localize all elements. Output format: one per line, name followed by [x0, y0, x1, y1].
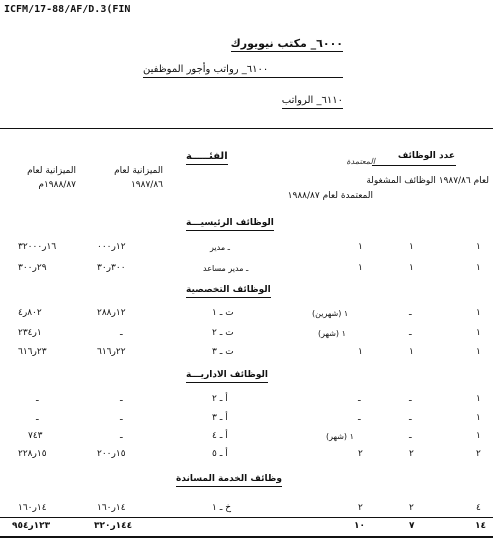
cell-positions: ٢ [476, 449, 481, 459]
cell-positions: ٤ [476, 503, 481, 513]
cell-budget-8687: ـ [120, 431, 123, 441]
cell-positions: ١ [476, 394, 481, 404]
cell-budget-8788: ٢٣ر٦١٦ [18, 347, 47, 357]
cell-positions: ١ [476, 431, 481, 441]
section-title-specialist-positions: الوظائف التخصصية [186, 286, 271, 298]
heading-salaries: ٦١١٠_ الرواتب [282, 96, 343, 109]
cell-approved: ١ [358, 263, 363, 273]
total-filled: ٧ [409, 521, 415, 531]
cell-category: ت ـ ٢ [212, 328, 234, 338]
col-header-filled-positions: لعام ١٩٨٧/٨٦ الوظائف المشغولة [366, 176, 489, 186]
heading-new-york-office: ٦٠٠٠_ مكتب نيويورك [230, 37, 343, 50]
section-title-admin-positions: الوظائف الاداريـــة [186, 371, 268, 383]
total-positions: ١٤ [475, 521, 486, 531]
cell-budget-8687: ـ [120, 328, 123, 338]
cell-budget-8788: ٧٤٣ [28, 431, 43, 441]
cell-positions: ١ [476, 413, 481, 423]
cell-budget-8687: ٣٠٠ر٣٠ [97, 263, 126, 273]
cell-budget-8687: ١٢ر٠٠٠ [97, 242, 126, 252]
cell-filled: ـ [409, 394, 412, 404]
col-header-num-positions: عدد الوظائف [397, 151, 455, 161]
cell-category: ـ مدير [210, 243, 231, 252]
cell-approved: ١ (شهرين) [312, 309, 349, 318]
cell-filled: ـ [409, 308, 412, 318]
cell-filled: ١ [409, 347, 414, 357]
total-budget-8687: ١٤٤ر٣٢٠ [94, 521, 133, 531]
cell-filled: ١ [409, 263, 414, 273]
cell-budget-8687: ٢٢ر٦١٦ [97, 347, 126, 357]
cell-filled: ـ [409, 413, 412, 423]
cell-approved: ١ (شهر) [318, 329, 346, 338]
cell-budget-8788: ١٤ر١٦٠ [18, 503, 47, 513]
section-title-support-services: وظائف الخدمة المساندة [176, 475, 282, 487]
cell-positions: ١ [476, 263, 481, 273]
cell-positions: ١ [476, 328, 481, 338]
cell-approved: ١ [358, 347, 363, 357]
col-header-approved-8788: المعتمدة لعام ١٩٨٨/٨٧ [287, 191, 373, 201]
col-header-budget-8788: الميزانية لعام ١٩٨٨/٨٧م [27, 166, 76, 190]
cell-approved: ـ [358, 394, 361, 404]
cell-budget-8687: ـ [120, 394, 123, 404]
cell-positions: ١ [476, 347, 481, 357]
cell-positions: ١ [476, 242, 481, 252]
total-budget-8788: ١٢٣ر٩٥٤ [12, 521, 51, 531]
cell-approved: ـ [358, 413, 361, 423]
cell-budget-8687: ١٢ر٢٨٨ [97, 308, 126, 318]
cell-budget-8788: ـ [36, 413, 39, 423]
cell-filled: ٢ [409, 449, 414, 459]
col-header-handwritten-approved: المعتمدة [346, 157, 375, 166]
cell-category: أ ـ ٣ [212, 413, 228, 423]
total-approved: ١٠ [354, 521, 365, 531]
cell-category: ت ـ ٣ [212, 347, 234, 357]
col-header-budget-8687: الميزانية لعام ١٩٨٧/٨٦ [114, 166, 163, 190]
heading-salaries-wages: ٦١٠٠_ رواتب وأجور الموظفين [143, 65, 343, 78]
cell-filled: ـ [409, 431, 412, 441]
cell-category: ت ـ ١ [212, 308, 234, 318]
cell-filled: ـ [409, 328, 412, 338]
cell-approved: ٢ [358, 449, 363, 459]
cell-category: خ ـ ١ [212, 503, 232, 513]
totals-top-rule [0, 517, 493, 518]
totals-bottom-rule [0, 536, 493, 538]
cell-budget-8788: ١٦ر٣٢٠٠٠ [18, 242, 57, 252]
cell-category: ـ مدير مساعد [203, 264, 249, 273]
col-header-underline [372, 165, 456, 166]
cell-category: أ ـ ٢ [212, 394, 228, 404]
cell-approved: ١ [358, 242, 363, 252]
table-top-rule [0, 128, 493, 129]
cell-approved: ٢ [358, 503, 363, 513]
cell-filled: ١ [409, 242, 414, 252]
cell-budget-8687: ١٥ر٢٠٠ [97, 449, 126, 459]
cell-approved: ١ (شهر) [326, 432, 354, 441]
cell-category: أ ـ ٥ [212, 449, 228, 459]
cell-budget-8788: ـ [36, 394, 39, 404]
col-header-category: الفئـــــة [186, 152, 228, 165]
cell-filled: ٢ [409, 503, 414, 513]
cell-budget-8687: ـ [120, 413, 123, 423]
cell-budget-8788: ٨٠٢ر٤ [18, 308, 42, 318]
section-title-main-positions: الوظائف الرئيسيـــة [186, 219, 274, 231]
cell-budget-8687: ١٤ر١٦٠ [97, 503, 126, 513]
cell-positions: ١ [476, 308, 481, 318]
cell-budget-8788: ٢٩ر٣٠٠ [18, 263, 47, 273]
document-reference: ICFM/17-88/AF/D.3(FIN [4, 4, 131, 15]
cell-budget-8788: ١٥ر٢٢٨ [18, 449, 47, 459]
cell-category: أ ـ ٤ [212, 431, 228, 441]
cell-budget-8788: ١ر٢٣٤ [18, 328, 42, 338]
